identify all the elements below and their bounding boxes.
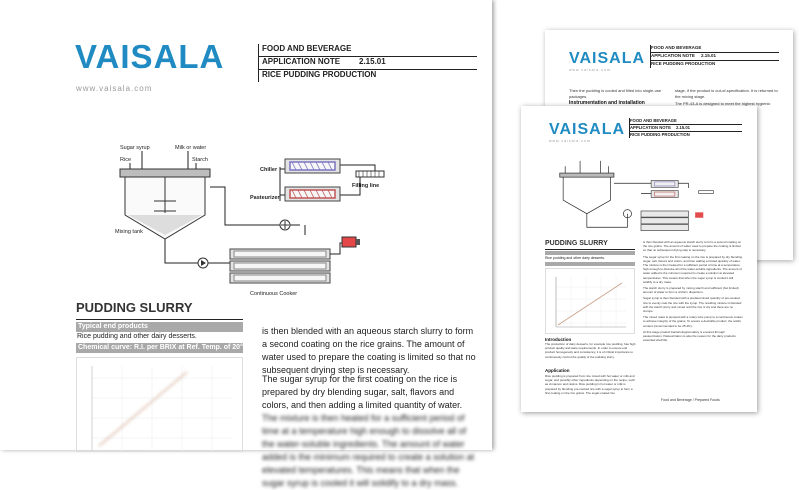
label-mixing-tank: Mixing tank [115,229,143,235]
body-paragraph-2-blurred: The mixture is then heated for a sufficient period of time at a temperature high enough to dissolve all of the water-soluble ingredients. The amount of water added is the minimum required to create a solution at elevated temperatures. This means that when the sugar syrup is cooled it will solidify to a dry mass. [262,413,475,488]
body-paragraph-2-clear: The sugar syrup for the first coating on the rice is prepared by dry blending sugar, salt, flavors and colors, and then adding a limited quantity of water. [262,374,463,410]
website-url: www.vaisala.com [76,84,153,93]
label-pasteurizer: Pasteurizer [250,195,280,201]
header-title: RICE PUDDING PRODUCTION [262,70,377,79]
header-title: RICE PUDDING PRODUCTION [651,61,716,66]
label-sugar-syrup: Sugar syrup [120,145,150,151]
process-diagram-small [531,146,751,234]
header-note-number: 2.15.01 [701,53,717,58]
label-rice: Rice [120,157,132,163]
chemical-curve-bar [545,262,635,266]
pump [198,258,208,268]
header-note-label: APPLICATION NOTE [262,57,341,66]
back-instrumentation-heading: Instrumentation and installation [569,100,645,106]
header-title: RICE PUDDING PRODUCTION [630,132,690,137]
process-diagram [100,135,430,295]
section-rule [545,249,635,250]
label-milk-or-water: Milk or water [175,145,207,151]
vaisala-logo: VAISALA [75,38,225,75]
ri-brix-chart [76,357,243,452]
body-paragraph-1: is then blended with an aqueous starch slurry to form a second coating on the rice grains. The amount of water used to prepare the coating is limited so that no subsequent drying step is necessary. [262,326,476,375]
right-column [643,240,743,342]
typical-products-bar [545,251,635,255]
vaisala-logo: VAISALA [569,50,646,67]
introduction-text: The production of dairy desserts, for example rice pudding, has high product quality and taste requirements. In order to ensure end product homogeneity and consistency, it is of critical importance to continuously control the quality of the pudding slurry. [545,342,636,359]
section-title: PUDDING SLURRY [76,300,193,315]
section-title: PUDDING SLURRY [545,240,608,247]
application-heading: Application [545,368,570,373]
pasteurizer [285,187,340,201]
introduction-heading: Introduction [545,337,572,342]
right-para-3: The starch slurry is prepared by mixing starch and sufficient (but limited) amount of water to form a uniform dispersion. [643,286,739,295]
application-note-header [258,44,477,82]
header-note-row [259,57,477,70]
filling-line [356,171,384,177]
chart-gridlines [92,366,232,451]
header-note-row [651,53,779,61]
header-category: FOOD AND BEVERAGE [259,44,477,57]
header-note-label: APPLICATION NOTE [630,125,671,130]
sensor-valve [280,220,290,230]
continuous-cooker [220,243,342,283]
label-filling-line: Filling line [352,183,380,189]
typical-products-text: Rice pudding and other dairy desserts. [77,333,197,340]
chemical-curve-heading: Chemical curve: R.I. per BRIX at Ref. Temp. of 20°C [78,344,248,351]
right-para-2: The sugar syrup for the first coating on the rice is prepared by dry blending sugar, salt, flavors and colors, and then adding a limited quantity of water. The mixture is then heated for a sufficient period of time at a temperature high enough to dissolve all of the water-soluble ingredients. The amount of water added is the minimum required to create a solution at elevated temperatures. This means that when the sugar syrup is cooled it will solidify to a dry mass. [643,254,743,284]
vaisala-logo: VAISALA [549,121,626,138]
header-note-label: APPLICATION NOTE [651,53,695,58]
label-continuous-cooker: Continuous Cooker [250,291,298,297]
application-text: Rice pudding is prepared from rice mixed with hot water or milk and sugar, and possibly other ingredients depending on the recipe, such as cinnamon and raisins. Rice pudding in hot water or milk is prepared by blending pre-cooked rice with a sugar syrup to form a first coating on the rice grains. The sugar-coated rice [545,374,635,395]
right-para-6: At this stage product bacteriological safety is ensured through pasteurization. Pasteurization is also the reason for the dairy products extended shelf life. [643,329,736,343]
back-right-text: stage, if the product is out-of-specification. It is returned to the mixing stage. [675,88,778,99]
section-rule [76,319,243,320]
application-note-header [629,118,742,138]
application-note-header [650,45,779,68]
header-note-number: 2.15.01 [676,125,690,130]
header-note-number: 2.15.01 [359,57,386,66]
ri-brix-curve [558,283,622,325]
back-right-text-2: The PR-43-A is designed to meet the highest hygienic [675,101,771,106]
label-chiller: Chiller [260,167,278,173]
body-paragraph-2 [262,373,477,490]
back-intro-text: Then the pudding is cooled and filled into single-use packages. [569,88,662,99]
header-category: FOOD AND BEVERAGE [630,118,742,125]
middle-document-page [521,106,757,412]
header-note-row [630,125,742,132]
website-url: www.vaisala.com [569,68,611,72]
ingredient-inlets [130,151,196,169]
sensor-outlet [342,237,360,247]
page-footer: Food and Beverage / Prepared Foods [661,398,720,402]
chiller [285,159,340,173]
right-para-4: Sugar syrup is then blended with a predetermined quantity of pre-cooked rice to evenly coat the rice with the syrup. The resulting mixture is blended with the starch slurry and mixed until the rice is dry and there are no clumps. [643,296,742,314]
right-para-1: is then blended with an aqueous starch slurry to form a second coating on the rice grains. The amount of water used to prepare the coating is limited so that no subsequent drying step is necessary. [643,240,742,253]
label-starch: Starch [192,157,208,163]
typical-products-text: Rice pudding and other dairy desserts. [545,256,605,260]
ri-brix-curve [99,372,187,446]
right-para-5: The mixed mass is pumped with a rotary lobe pump to a continuous cooker to achieve integrity of the grains. To ensure a desirable product, the solids content (recommended to be 25.4%). [643,315,743,328]
website-url: www.vaisala.com [549,139,591,143]
typical-products-heading: Typical end products [76,322,243,332]
header-category: FOOD AND BEVERAGE [651,45,779,53]
ri-brix-chart-small [545,268,635,334]
